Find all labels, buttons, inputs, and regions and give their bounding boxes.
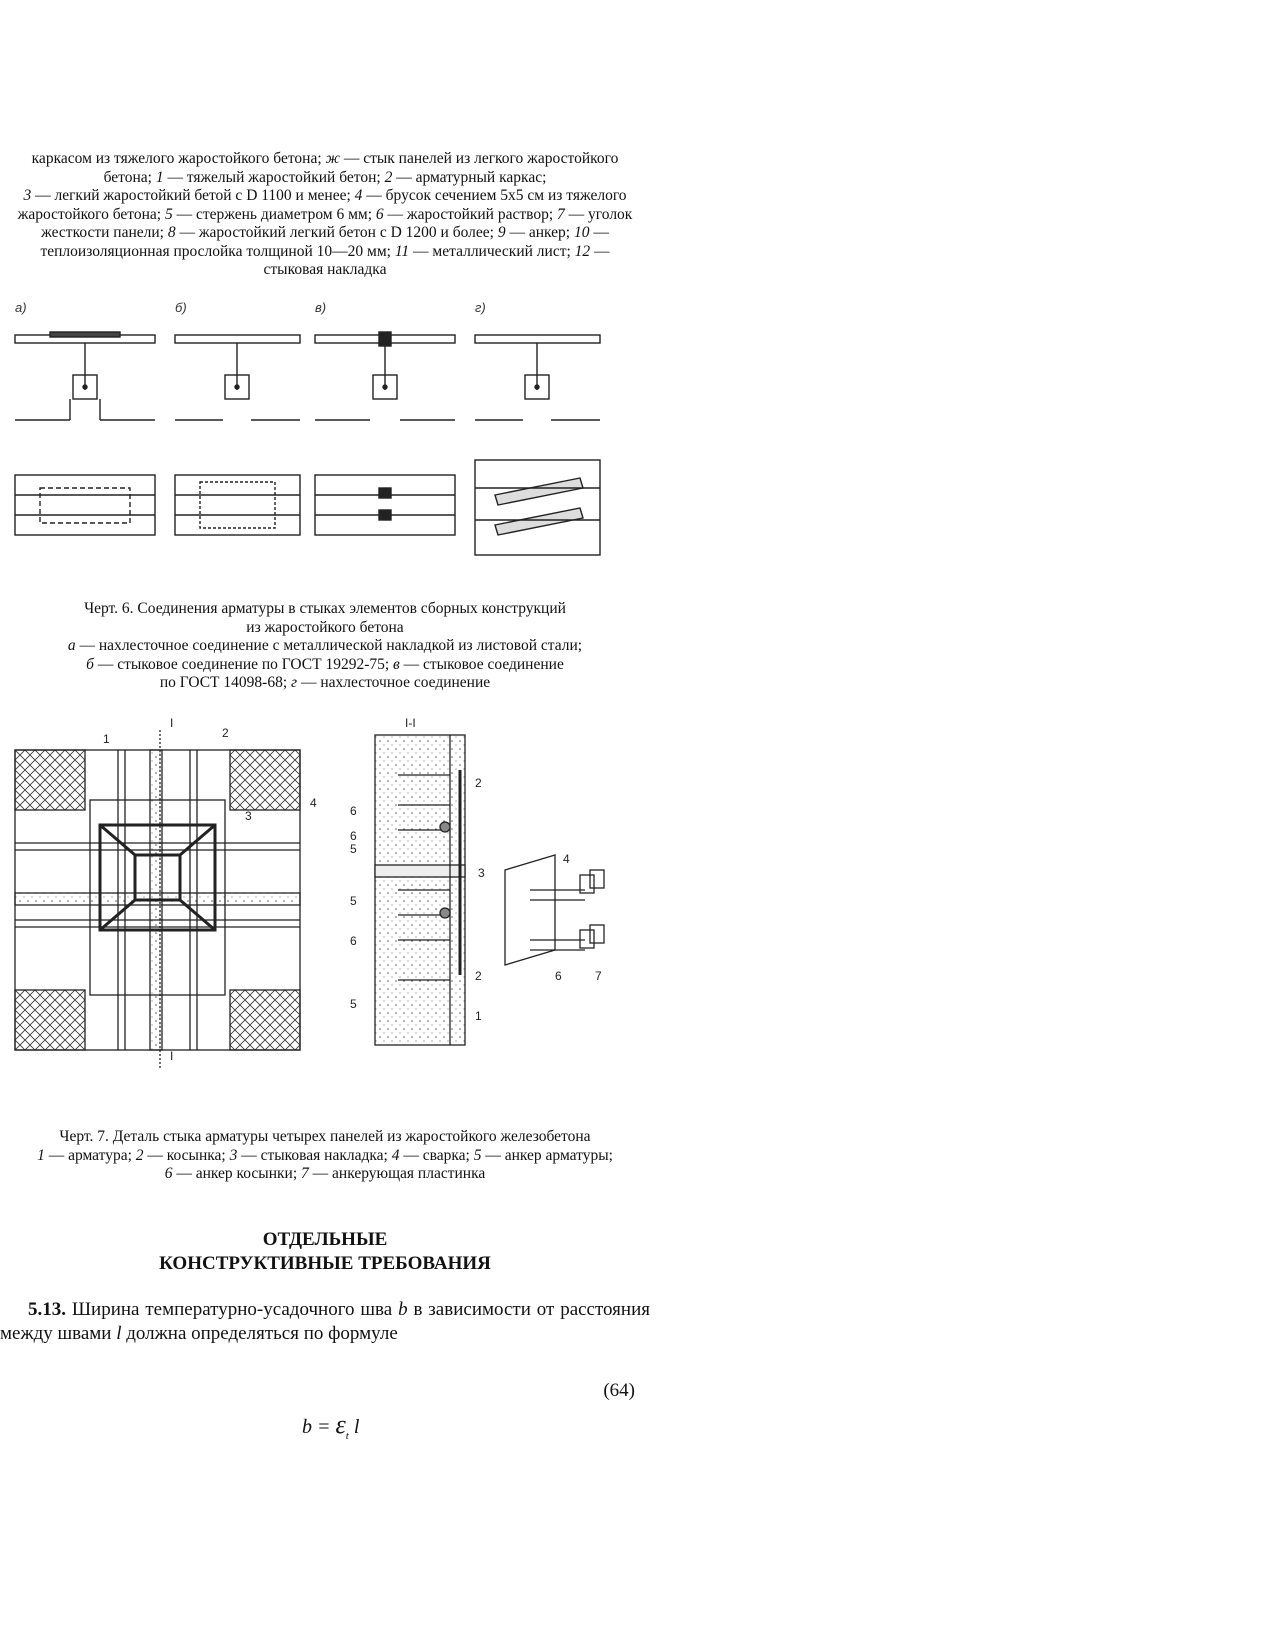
top-caption-run: ж [325,150,340,167]
top-caption-run: — легкий жаростойкий бетой с D 1100 и менее; [31,187,355,204]
top-caption-run: каркасом из тяжелого жаростойкого бетона; [31,150,326,167]
paragraph-run: b [398,1299,408,1320]
fig6-caption-line [0,656,650,675]
fig7-sec-label-1: 1 [475,1009,482,1023]
section-heading-line-2: КОНСТРУКТИВНЫЕ ТРЕБОВАНИЯ [159,1253,491,1274]
fig7-caption-run: 2 [135,1146,144,1164]
fig7-caption-run: — анкер арматуры; [481,1146,613,1164]
formula-subscript: t [345,1430,349,1442]
top-caption-run: — тяжелый жаростойкий бетон; [163,168,385,186]
fig7-sec-label-6c: 6 [350,934,357,948]
paragraph-run: должна определяться по формуле [121,1323,398,1344]
fig7-caption-run: — стыковая накладка; [237,1146,392,1164]
top-caption-run: теплоизоляционная прослойка толщиной 10—20 мм; [40,242,395,260]
fig7-sec-label-3: 3 [478,866,485,880]
fig7-caption-run: 4 [391,1146,400,1164]
fig6-caption-run: Черт. 6. Соединения арматуры в стыках элементов сборных конструкций [84,600,566,617]
fig7-detail-label-4: 4 [563,852,570,866]
fig7-caption-run: — сварка; [399,1146,474,1164]
fig7-caption-run: — анкер косынки; [172,1165,302,1182]
fig6-caption-line [0,619,650,638]
fig6-label-c: в) [315,300,327,315]
figure-7-drawing [10,715,650,1105]
top-caption-run: 2 [384,168,393,186]
fig7-caption-line [0,1128,650,1147]
paragraph-run: в зависимости от расстояния между швами [0,1299,650,1344]
top-caption-run: стыковая накладка [263,261,387,278]
fig7-caption-run: Черт. 7. Деталь стыка арматуры четырех панелей из жаростойкого железобетона [59,1128,591,1145]
figure-6-drawing [10,300,650,580]
fig7-caption-line [0,1147,650,1166]
fig7-sec-label-5c: 5 [350,997,357,1011]
fig6-caption-run: — стыковое соединение [399,655,564,673]
top-caption-line [0,169,650,188]
top-caption-run: — анкер; [505,224,574,241]
fig7-caption-run: 5 [473,1146,482,1164]
top-caption-run: — жаростойкий раствор; [383,205,558,223]
fig7-sec-label-6b: 6 [350,829,357,843]
fig7-sec-label-5b: 5 [350,894,357,908]
fig6-label-d: г) [475,300,486,315]
fig6-caption-run: по ГОСТ 14098-68; [159,674,291,691]
fig7-caption-run: 3 [229,1146,238,1164]
top-caption-run: 1 [155,168,164,186]
top-caption-run: — [589,224,609,241]
fig7-section-mark-top: I [170,716,174,730]
fig7-section-mark-bottom: I [170,1049,174,1063]
top-caption-run: — уголок [564,205,633,223]
top-caption-run: 11 [394,242,410,260]
formula-epsilon: ε [335,1410,346,1439]
fig7-plan-view [15,730,300,1070]
fig7-sec-label-2b: 2 [475,969,482,983]
top-caption-run: 3 [23,187,32,204]
top-caption-run: — брусок сечением 5x5 см из тяжелого [362,187,627,204]
fig6-caption-run: г [291,674,298,691]
paragraph-body [0,1299,650,1344]
top-caption-run: 9 [497,224,506,241]
top-caption-run: бетона; [103,168,156,186]
top-caption [0,150,650,280]
top-caption-run: — жаростойкий легкий бетон с D 1200 и более; [175,224,498,241]
fig7-caption-run: 7 [301,1165,309,1182]
top-caption-line [0,150,650,169]
fig6-caption-run: а [67,637,76,654]
fig7-caption-run: — анкерующая пластинка [308,1165,486,1182]
top-caption-run: 12 [574,242,591,260]
fig6-panel-a [15,332,155,535]
fig6-caption-line [0,674,650,693]
fig6-caption-line [0,637,650,656]
section-heading [0,1228,650,1276]
fig7-sec-label-2a: 2 [475,776,482,790]
fig7-detail-label-7: 7 [595,969,602,983]
fig6-caption-run: из жаростойкого бетона [246,618,404,636]
fig6-caption-line [0,600,650,619]
section-heading-line-1: ОТДЕЛЬНЫЕ [262,1229,388,1250]
fig7-caption-run: — арматура; [44,1146,136,1164]
top-caption-line [0,261,650,280]
top-caption-line [0,243,650,262]
figure-7-caption [0,1128,650,1184]
paragraph-run: Ширина температурно-усадочного шва [66,1299,399,1320]
formula-expression [302,1410,359,1442]
fig7-sec-label-5a: 5 [350,842,357,856]
fig6-panel-b [175,335,300,535]
top-caption-run: — стержень диаметром 6 мм; [172,205,376,223]
fig6-caption-run: — нахлесточное соединение [297,674,491,691]
top-caption-run: жаростойкого бетона; [17,205,165,223]
fig7-plan-label-1: 1 [103,732,110,746]
formula-number: (64) [603,1380,635,1401]
fig7-plan-label-3: 3 [245,809,252,823]
fig7-caption-run: — косынка; [143,1146,230,1164]
top-caption-run: 6 [375,205,384,223]
formula-rhs: l [353,1416,360,1438]
fig7-section-view [375,735,465,1045]
paragraph-run: l [116,1323,122,1344]
fig6-caption-run: в [393,655,400,673]
top-caption-run: 7 [557,205,565,223]
fig6-caption-run: — стыковое соединение по ГОСТ 19292-75; [93,655,394,673]
top-caption-run: — [590,242,610,260]
top-caption-run: — металлический лист; [409,242,575,260]
fig6-caption-run: б [86,655,94,673]
fig7-caption-run: 6 [164,1165,173,1182]
top-caption-run: 10 [573,224,590,241]
fig6-label-a: а) [15,300,27,315]
figure-6-caption [0,600,650,693]
fig7-caption-line [0,1165,650,1184]
top-caption-line [0,206,650,225]
fig6-panel-c [315,332,455,535]
fig7-section-title: I-I [405,716,416,730]
fig7-plan-label-4: 4 [310,796,317,810]
paragraph-number: 5.13. [28,1299,66,1320]
top-caption-run: — стык панелей из легкого жаростойкого [339,150,619,167]
top-caption-line [0,187,650,206]
top-caption-run: 8 [167,224,176,241]
fig6-caption-run: — нахлесточное соединение с металлической накладкой из листовой стали; [75,637,583,654]
top-caption-run: жесткости панели; [41,224,168,241]
fig7-plan-label-2: 2 [222,726,229,740]
fig7-sec-label-6a: 6 [350,804,357,818]
formula-lhs: b = [302,1416,331,1438]
top-caption-run: 4 [354,187,363,204]
fig7-detail-label-6: 6 [555,969,562,983]
fig6-panel-d [475,335,600,555]
top-caption-line [0,224,650,243]
paragraph-5-13 [0,1298,650,1346]
fig7-caption-run: 1 [37,1146,45,1164]
fig6-label-b: б) [175,300,187,315]
top-caption-run: 5 [164,205,173,223]
top-caption-run: — арматурный каркас; [392,168,547,186]
fig7-anchor-detail [505,855,604,965]
